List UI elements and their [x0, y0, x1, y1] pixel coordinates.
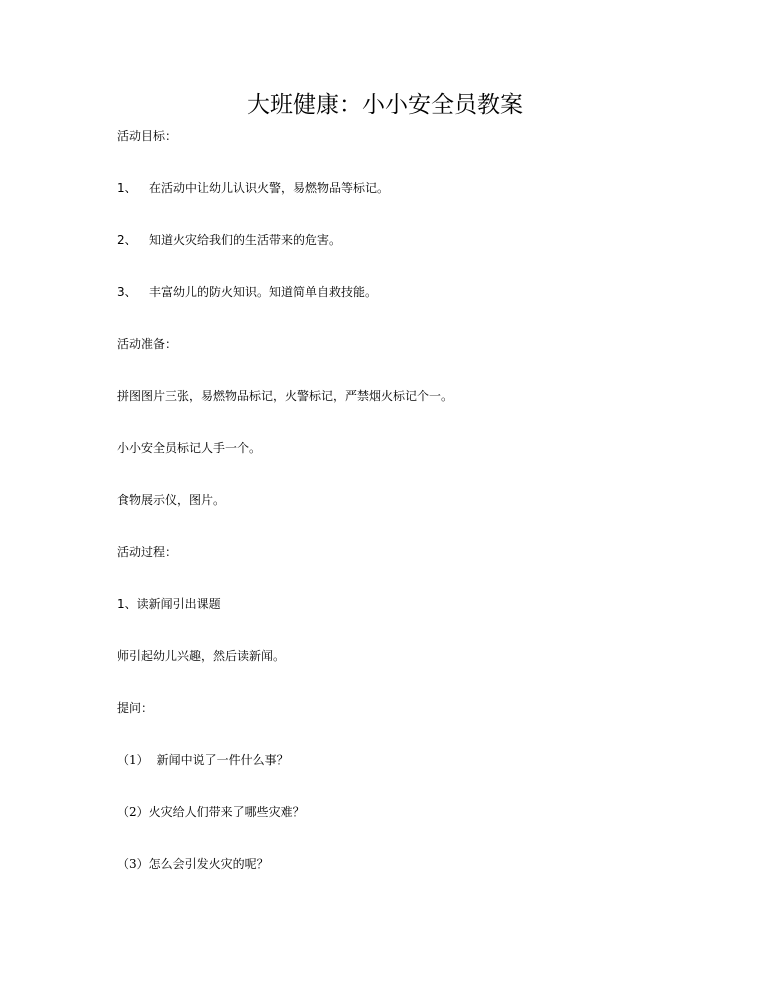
question-number: （2）: [117, 805, 149, 819]
step-1-heading: [117, 596, 221, 612]
question-text: 新闻中说了一件什么事？: [156, 753, 289, 767]
question-item-1: [117, 752, 289, 768]
objective-item-2: [117, 232, 341, 248]
objective-text: 丰富幼儿的防火知识。知道简单自救技能。: [149, 285, 378, 299]
document-title: 大班健康：小小安全员教案: [247, 92, 523, 118]
preparation-heading: 活动准备：: [117, 337, 178, 351]
question-item-2: [117, 804, 305, 820]
preparation-item-2: 小小安全员标记人手一个。: [117, 441, 262, 455]
process-heading: 活动过程：: [117, 545, 178, 559]
objective-number: 3、: [117, 285, 137, 299]
question-text: 怎么会引发火灾的呢？: [148, 857, 269, 871]
step-number: 1: [117, 597, 125, 611]
question-number: （1）: [117, 753, 149, 767]
objective-text: 在活动中让幼儿认识火警，易燃物品等标记。: [149, 181, 390, 195]
question-item-3: [117, 856, 269, 872]
question-text: 火灾给人们带来了哪些灾难？: [148, 805, 305, 819]
question-heading: 提问：: [117, 701, 154, 715]
question-number: （3）: [117, 857, 149, 871]
objective-text: 知道火灾给我们的生活带来的危害。: [149, 233, 342, 247]
objective-number: 1、: [117, 181, 137, 195]
step-text: 、读新闻引出课题: [124, 597, 221, 611]
step-1-description: 师引起幼儿兴趣，然后读新闻。: [117, 649, 286, 663]
preparation-item-1: 拼图图片三张，易燃物品标记，火警标记，严禁烟火标记个一。: [117, 389, 454, 403]
preparation-item-3: 食物展示仪，图片。: [117, 493, 226, 507]
objective-item-3: [117, 284, 377, 300]
objective-number: 2、: [117, 233, 137, 247]
objective-item-1: [117, 180, 389, 196]
objectives-heading: 活动目标：: [117, 129, 178, 143]
